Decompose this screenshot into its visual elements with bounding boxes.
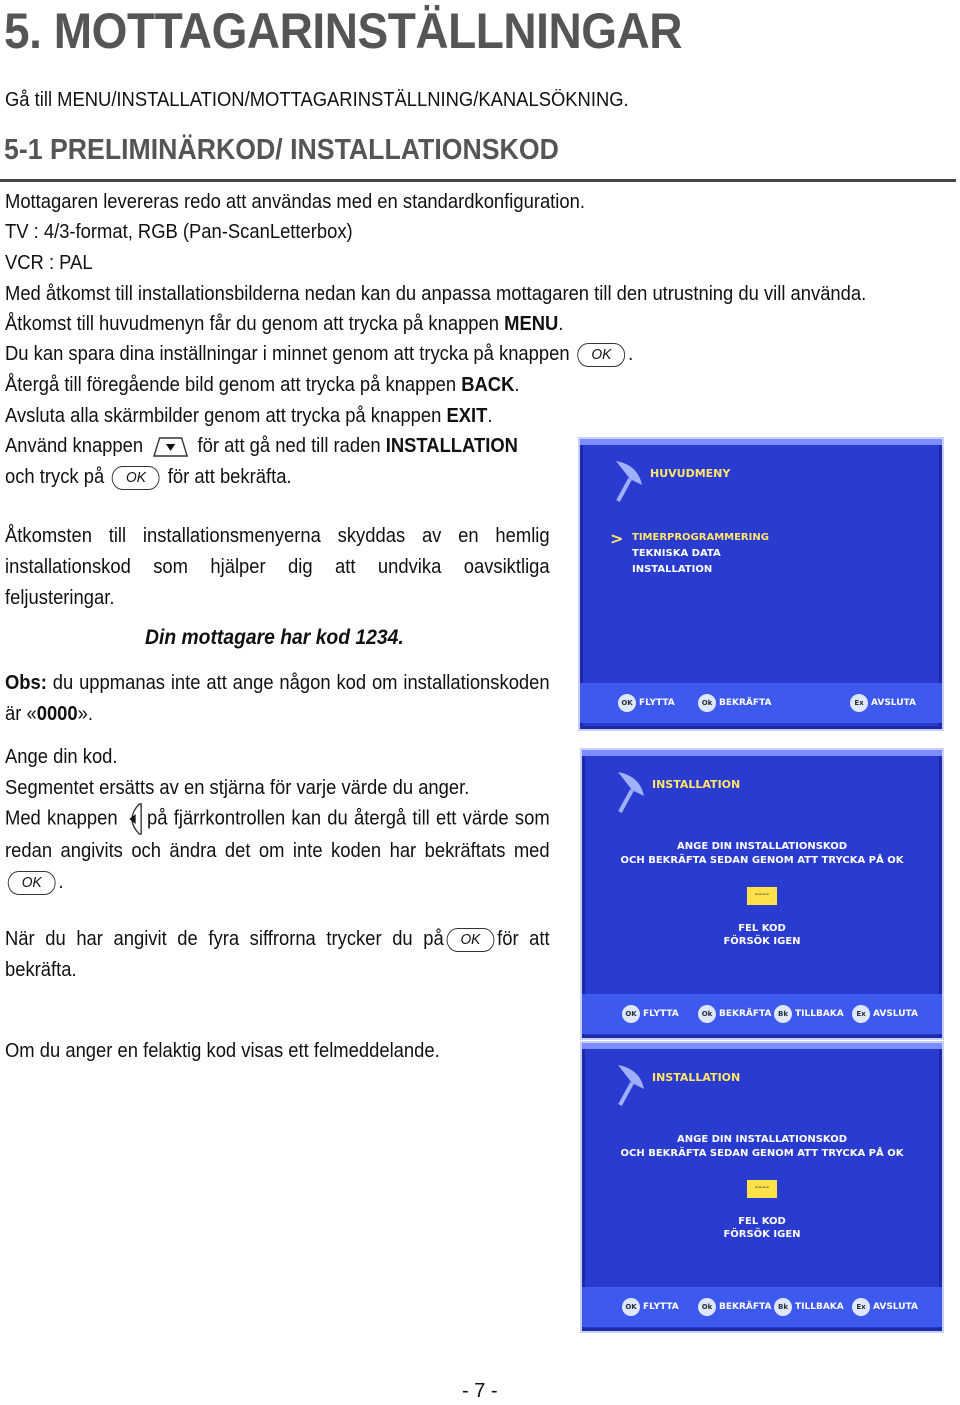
footer-move-label: FLYTTA — [639, 698, 675, 708]
back-key: BACK — [461, 374, 515, 396]
ok-button-icon: OK — [446, 928, 494, 952]
confirm-paragraph — [5, 924, 550, 986]
intro-line-3: VCR : PAL — [5, 252, 93, 274]
code-input[interactable]: ---- — [747, 887, 777, 905]
move-button-icon: OK — [622, 1005, 640, 1023]
exit-circle-icon: Ex — [852, 1298, 870, 1316]
page-heading: 5. MOTTAGARINSTÄLLNINGAR — [4, 3, 683, 59]
menu-item-timer[interactable]: TIMERPROGRAMMERING — [632, 532, 769, 543]
screen-top-bar — [580, 439, 942, 445]
footer-confirm — [698, 1298, 771, 1316]
selection-arrow-icon: > — [610, 529, 624, 548]
menu-key: MENU — [504, 313, 559, 335]
enter-line-3-end: . — [58, 871, 64, 893]
code-prompt-line-2: OCH BEKRÄFTA SEDAN GENOM ATT TRYCKA PÅ OK — [620, 1148, 904, 1159]
tv-screen-wrong-code — [580, 1041, 944, 1333]
down-arrow-button-icon — [152, 436, 189, 458]
intro-line-10-end: för att bekräfta. — [167, 466, 292, 488]
footer-move — [622, 1298, 679, 1316]
exit-circle-icon: Ex — [850, 694, 868, 712]
intro-line-5-end: . — [558, 313, 564, 335]
intro-line-9-mid: för att gå ned till raden — [197, 435, 386, 457]
screen-header: INSTALLATION — [652, 778, 741, 791]
error-line-1: FEL KOD — [738, 1216, 786, 1227]
ok-circle-icon: Ok — [698, 1005, 716, 1023]
footer-confirm-label: BEKRÄFTA — [719, 698, 772, 708]
move-button-icon: OK — [618, 694, 636, 712]
intro-line-4: Med åtkomst till installationsbilderna nedan kan du anpassa mottagaren till den utrustning du vill använda. — [5, 283, 867, 305]
error-line: Om du anger en felaktig kod visas ett felmeddelande. — [5, 1040, 440, 1062]
intro-line-5 — [5, 312, 563, 336]
footer-exit — [850, 694, 916, 712]
satellite-dish-logo-icon — [614, 768, 648, 814]
obs-label: Obs: — [5, 672, 47, 694]
ok-button-icon: OK — [112, 466, 160, 490]
footer-back-label: TILLBAKA — [795, 1302, 844, 1312]
footer-confirm — [698, 694, 771, 712]
footer-back — [774, 1298, 844, 1316]
intro-line-8-text: Avsluta alla skärmbilder genom att trycka på knappen — [5, 405, 447, 427]
code-prompt-line-1: ANGE DIN INSTALLATIONSKOD — [677, 1134, 847, 1145]
intro-line-6-end: . — [628, 343, 634, 365]
footer-exit-label: AVSLUTA — [873, 1302, 918, 1312]
ok-circle-icon: Ok — [698, 694, 716, 712]
footer-confirm — [698, 1005, 771, 1023]
footer-move — [618, 694, 675, 712]
menu-item-installation[interactable]: INSTALLATION — [632, 564, 713, 575]
error-line-2: FÖRSÖK IGEN — [723, 1229, 801, 1240]
obs-code: 0000 — [36, 703, 78, 725]
tv-screen-main-menu — [578, 437, 944, 731]
section-divider — [0, 179, 956, 182]
ok-button-icon: OK — [577, 343, 625, 367]
footer-move — [622, 1005, 679, 1023]
enter-paragraph — [5, 802, 550, 898]
intro-line-1: Mottagaren levereras redo att användas med en standardkonfiguration. — [5, 191, 585, 213]
obs-text: du uppmanas inte att ange någon kod om installationskoden är « — [5, 672, 550, 725]
back-circle-icon: Bk — [774, 1005, 792, 1023]
enter-line-3-mid: på fjärrkontrollen kan du återgå till ett värde som redan angivits och ändra det om inte koden har bekräftats med — [5, 807, 550, 862]
error-line-2: FÖRSÖK IGEN — [723, 936, 801, 947]
footer-back — [774, 1005, 844, 1023]
screen-header: HUVUDMENY — [650, 467, 731, 480]
intro-line-10-text: och tryck på — [5, 466, 105, 488]
ok-circle-icon: Ok — [698, 1298, 716, 1316]
back-circle-icon: Bk — [774, 1298, 792, 1316]
section-title: 5-1 PRELIMINÄRKOD/ INSTALLATIONSKOD — [4, 134, 559, 166]
code-note: Din mottagare har kod 1234. — [145, 626, 404, 649]
enter-line-2: Segmentet ersätts av en stjärna för varje värde du anger. — [5, 777, 470, 799]
screen-header: INSTALLATION — [652, 1071, 741, 1084]
intro-line-10 — [5, 465, 292, 490]
intro-line-5-text: Åtkomst till huvudmenyn får du genom att trycka på knappen — [5, 313, 505, 335]
enter-line-1: Ange din kod. — [5, 746, 118, 768]
screen-footer — [582, 994, 942, 1034]
screen-footer — [582, 1287, 942, 1327]
footer-exit-label: AVSLUTA — [873, 1009, 918, 1019]
footer-confirm-label: BEKRÄFTA — [719, 1009, 772, 1019]
footer-move-label: FLYTTA — [643, 1009, 679, 1019]
intro-line-9-text: Använd knappen — [5, 435, 144, 457]
footer-move-label: FLYTTA — [643, 1302, 679, 1312]
confirm-text: När du har angivit de fyra siffrorna trycker du på — [5, 928, 444, 950]
intro-line-2: TV : 4/3-format, RGB (Pan-ScanLetterbox) — [5, 221, 353, 243]
menu-path: Gå till MENU/INSTALLATION/MOTTAGARINSTÄLLNING/KANALSÖKNING. — [5, 89, 629, 111]
enter-line-3-text: Med knappen — [5, 807, 118, 830]
footer-confirm-label: BEKRÄFTA — [719, 1302, 772, 1312]
screen-top-bar — [582, 750, 942, 756]
footer-exit — [852, 1005, 918, 1023]
intro-line-6-text: Du kan spara dina inställningar i minnet genom att trycka på knappen — [5, 343, 570, 365]
code-prompt-line-2: OCH BEKRÄFTA SEDAN GENOM ATT TRYCKA PÅ OK — [620, 855, 904, 866]
intro-line-7 — [5, 373, 519, 397]
code-input[interactable]: ---- — [747, 1180, 777, 1198]
installation-key: INSTALLATION — [385, 435, 518, 457]
footer-exit — [852, 1298, 918, 1316]
intro-line-7-end: . — [514, 374, 520, 396]
intro-line-8-end: . — [487, 405, 493, 427]
exit-circle-icon: Ex — [852, 1005, 870, 1023]
satellite-dish-logo-icon — [612, 457, 646, 503]
footer-back-label: TILLBAKA — [795, 1009, 844, 1019]
tv-screen-installation-code — [580, 748, 944, 1040]
screen-top-bar — [582, 1043, 942, 1049]
menu-item-technical-data[interactable]: TEKNISKA DATA — [632, 548, 721, 559]
exit-key: EXIT — [446, 405, 488, 427]
confirm-end: för att bekräfta. — [5, 928, 550, 981]
intro-line-9 — [5, 434, 518, 458]
left-arrow-button-icon — [121, 802, 143, 836]
move-button-icon: OK — [622, 1298, 640, 1316]
ok-button-icon: OK — [8, 871, 56, 895]
error-line-1: FEL KOD — [738, 923, 786, 934]
footer-exit-label: AVSLUTA — [871, 698, 916, 708]
screen-footer — [580, 683, 942, 723]
intro-line-7-text: Återgå till föregående bild genom att trycka på knappen — [5, 374, 462, 396]
obs-paragraph — [5, 668, 550, 730]
page-number: - 7 - — [462, 1380, 498, 1402]
intro-line-6 — [5, 342, 633, 367]
protect-paragraph: Åtkomsten till installationsmenyerna skyddas av en hemlig installationskod som hjälper dig att undvika oavsiktliga feljusteringar. — [5, 525, 550, 609]
satellite-dish-logo-icon — [614, 1061, 648, 1107]
obs-end: ». — [77, 703, 94, 725]
code-prompt-line-1: ANGE DIN INSTALLATIONSKOD — [677, 841, 847, 852]
intro-line-8 — [5, 404, 493, 428]
